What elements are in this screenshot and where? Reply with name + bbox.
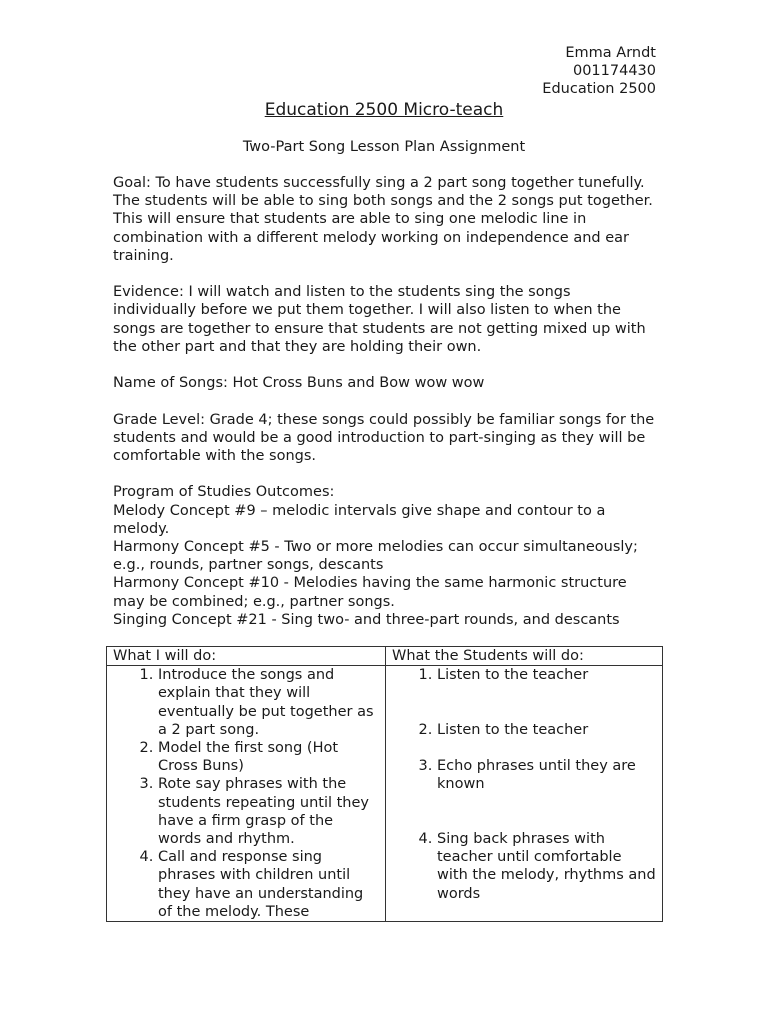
list-item: 3. Rote say phrases with the students repeating until they have a firm grasp of the words and rhythm.	[158, 775, 379, 848]
outcome-item: Harmony Concept #5 - Two or more melodies can occur simultaneously; e.g., rounds, partner songs, descants	[113, 539, 638, 574]
list-item: 1. Listen to the teacher	[437, 666, 656, 684]
outcome-item: Harmony Concept #10 - Melodies having the same harmonic structure may be combined; e.g., partner songs.	[113, 575, 627, 610]
list-item: 4. Call and response sing phrases with children until they have an understanding of the melody. These	[158, 848, 379, 921]
student-steps-cell	[386, 666, 663, 922]
author-block	[542, 44, 656, 99]
outcomes-heading: Program of Studies Outcomes:	[113, 484, 335, 501]
students-column-header: What the Students will do:	[386, 647, 663, 666]
list-item: 3. Echo phrases until they are known	[437, 757, 656, 793]
course-name: Education 2500	[542, 81, 656, 98]
list-item: 1. Introduce the songs and explain that they will eventually be put together as a 2 part song.	[158, 666, 379, 739]
list-item: 2. Listen to the teacher	[437, 721, 656, 739]
document-title: Education 2500 Micro-teach	[264, 100, 504, 120]
teacher-steps-cell	[107, 666, 386, 922]
outcome-item: Melody Concept #9 – melodic intervals give shape and contour to a melody.	[113, 502, 606, 537]
evidence-paragraph: Evidence: I will watch and listen to the students sing the songs individually before we put them together. I will also listen to when the songs are together to ensure that students are not getting mixed up with the other part and that they are holding their own.	[113, 284, 646, 355]
table-header-row	[107, 647, 663, 666]
student-steps-list	[392, 666, 656, 903]
grade-level-paragraph: Grade Level: Grade 4; these songs could possibly be familiar songs for the students and would be a good introduction to part-singing as they will be comfortable with the songs.	[113, 411, 655, 464]
teacher-steps-list	[113, 666, 379, 921]
goal-paragraph: Goal: To have students successfully sing a 2 part song together tunefully. The students will be able to sing both songs and the 2 songs put together. This will ensure that students are able to sing one melodic line in combination with a different melody working on independence and ear training.	[113, 175, 653, 264]
list-item: 4. Sing back phrases with teacher until comfortable with the melody, rhythms and words	[437, 830, 656, 903]
list-item: 2. Model the first song (Hot Cross Buns)	[158, 739, 379, 775]
outcomes-section	[113, 483, 658, 629]
document-subtitle: Two-Part Song Lesson Plan Assignment	[242, 139, 526, 155]
table-row	[107, 666, 663, 922]
songs-paragraph: Name of Songs: Hot Cross Buns and Bow wow wow	[113, 375, 485, 392]
outcome-item: Singing Concept #21 - Sing two- and three-part rounds, and descants	[113, 611, 620, 628]
document-body	[113, 174, 658, 629]
student-id: 001174430	[572, 63, 656, 80]
lesson-plan-table	[106, 646, 663, 922]
teacher-column-header: What I will do:	[107, 647, 386, 666]
author-name: Emma Arndt	[565, 45, 656, 61]
